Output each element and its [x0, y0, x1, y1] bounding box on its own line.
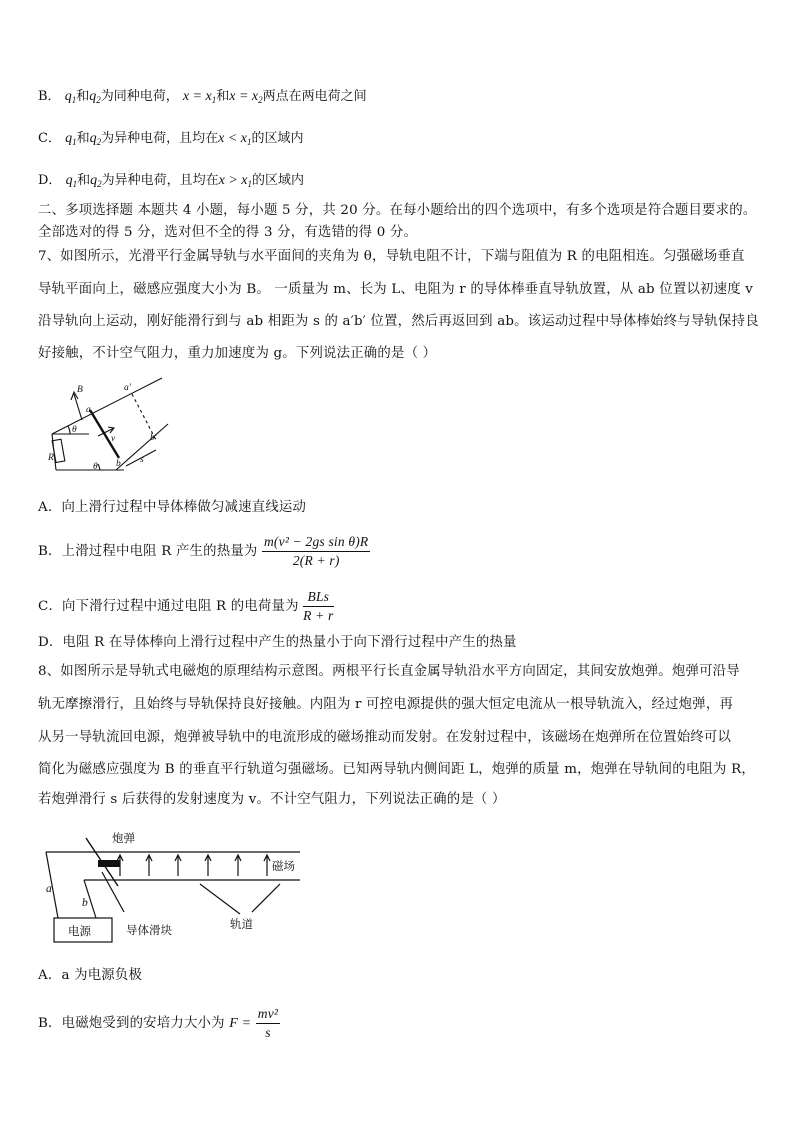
option-text: 为异种电荷，且均在 [101, 131, 219, 146]
force-fraction [256, 1006, 280, 1041]
shell-block [98, 860, 120, 867]
fraction-numerator: mv² [256, 1006, 280, 1024]
q7-option-d: D．电阻 R 在导体棒向上滑行过程中产生的热量小于向下滑行过程中产生的热量 [38, 635, 517, 650]
label-b: b [116, 459, 121, 469]
label-shell: 炮弹 [112, 833, 135, 845]
heat-fraction [262, 534, 370, 569]
option-text: 为异种电荷，且均在 [101, 173, 219, 188]
label-a: a [86, 405, 91, 415]
fraction-denominator: s [265, 1025, 271, 1040]
x-lt-expression: $x < x_1$ [218, 131, 252, 147]
q8-stem-line5: 若炮弹滑行 s 后获得的发射速度为 v。不计空气阻力，下列说法正确的是（ ） [38, 792, 506, 807]
x-gt-expression: $x > x_1$ [218, 173, 252, 189]
label-s: s [140, 455, 144, 465]
label-track: 轨道 [230, 919, 253, 931]
option-text: B．上滑过程中电阻 R 产生的热量为 [38, 544, 258, 559]
option-text: 和 [76, 89, 90, 104]
q6-option-d [38, 173, 304, 192]
q8-stem-line1: 8、如图所示是导轨式电磁炮的原理结构示意图。两根平行长直金属导轨沿水平方向固定，其间安放炮弹。炮弹可沿导 [38, 664, 740, 679]
force-symbol: F = [229, 1016, 252, 1031]
section-heading-line2: 全部选对的得 5 分，选对但不全的得 3 分，有选错的得 0 分。 [38, 225, 418, 240]
option-text: C．向下滑行过程中通过电阻 R 的电荷量为 [38, 599, 299, 614]
option-label: C． [38, 131, 61, 146]
label-b: b [82, 897, 88, 909]
q7-stem-line4: 好接触，不计空气阻力，重力加速度为 g。下列说法正确的是（ ） [38, 346, 437, 361]
label-R: R [48, 453, 54, 463]
q7-option-a: A．向上滑行过程中导体棒做匀减速直线运动 [38, 500, 307, 515]
label-B: B [77, 385, 83, 395]
label-field: 磁场 [272, 861, 295, 873]
q7-stem-line2: 导轨平面向上，磁感应强度大小为 B。 一质量为 m、长为 L、电阻为 r 的导体棒垂直导轨放置，从 ab 位置以初速度 v [38, 282, 754, 297]
q2-symbol: $q_2$ [89, 89, 101, 105]
charge-fraction [303, 589, 333, 624]
q8-railgun-figure [40, 822, 340, 948]
label-theta-bottom: θ [93, 462, 98, 472]
option-text: 和 [216, 89, 230, 104]
q6-option-b [38, 89, 367, 108]
fraction-numerator: BLs [303, 589, 333, 607]
q7-stem-line1: 7、如图所示，光滑平行金属导轨与水平面间的夹角为 θ，导轨电阻不计，下端与阻值为 R 的电阻相连。匀强磁场垂直 [38, 249, 745, 264]
label-a-prime: a′ [124, 383, 131, 393]
option-label: B． [38, 89, 61, 104]
q8-option-a: A．a 为电源负极 [38, 968, 143, 983]
option-text: 的区域内 [251, 173, 304, 188]
q8-stem-line2: 轨无摩擦滑行，且始终与导轨保持良好接触。内阻为 r 可控电源提供的强大恒定电流从一根导轨流入，经过炮弹，再 [38, 697, 734, 712]
x1-expression: $x = x_1$ [182, 89, 217, 105]
q1-symbol: $q_1$ [64, 89, 77, 105]
x2-expression: $x = x_2$ [229, 89, 263, 105]
option-text: 的区域内 [251, 131, 304, 146]
option-text: 和 [76, 131, 90, 146]
option-label: D． [38, 173, 62, 188]
q8-stem-line3: 从另一导轨流回电源，炮弹被导轨中的电流形成的磁场推动而发射。在发射过程中，该磁场在炮弹所在位置始终可以 [38, 730, 732, 745]
option-text: B．电磁炮受到的安培力大小为 [38, 1016, 225, 1031]
label-a: a [46, 883, 52, 895]
label-slider: 导体滑块 [126, 925, 172, 937]
q1-symbol: $q_1$ [65, 173, 78, 189]
fraction-numerator: m(v² − 2gs sin θ)R [262, 534, 370, 552]
q6-option-c [38, 131, 304, 150]
q8-option-b [38, 1006, 280, 1041]
label-theta-top: θ [72, 425, 77, 435]
label-power: 电源 [68, 926, 91, 938]
q7-stem-line3: 沿导轨向上运动，刚好能滑行到与 ab 相距为 s 的 a′b′ 位置，然后再返回到 ab。该运动过程中导体棒始终与导轨保持良 [38, 314, 759, 329]
q1-symbol: $q_1$ [65, 131, 77, 147]
label-b-prime: b′ [150, 433, 157, 443]
fraction-denominator: 2(R + r) [292, 553, 340, 568]
q8-stem-line4: 简化为磁感应强度为 B 的垂直平行轨道匀强磁场。已知两导轨内侧间距 L，炮弹的质量 m，炮弹在导轨间的电阻为 R， [38, 762, 755, 777]
fraction-denominator: R + r [303, 608, 334, 623]
option-text: 两点在两电荷之间 [262, 89, 367, 104]
section-heading-line1: 二、多项选择题 本题共 4 小题，每小题 5 分，共 20 分。在每小题给出的四个选项中，有多个选项是符合题目要求的。 [38, 203, 757, 218]
q2-symbol: $q_2$ [89, 131, 102, 147]
q7-option-b [38, 534, 370, 569]
option-text: 和 [77, 173, 91, 188]
label-v: v [111, 434, 116, 444]
q2-symbol: $q_2$ [90, 173, 102, 189]
q7-incline-rail-figure [44, 372, 174, 478]
q7-option-c [38, 589, 334, 624]
option-text: 为同种电荷， [100, 89, 179, 104]
